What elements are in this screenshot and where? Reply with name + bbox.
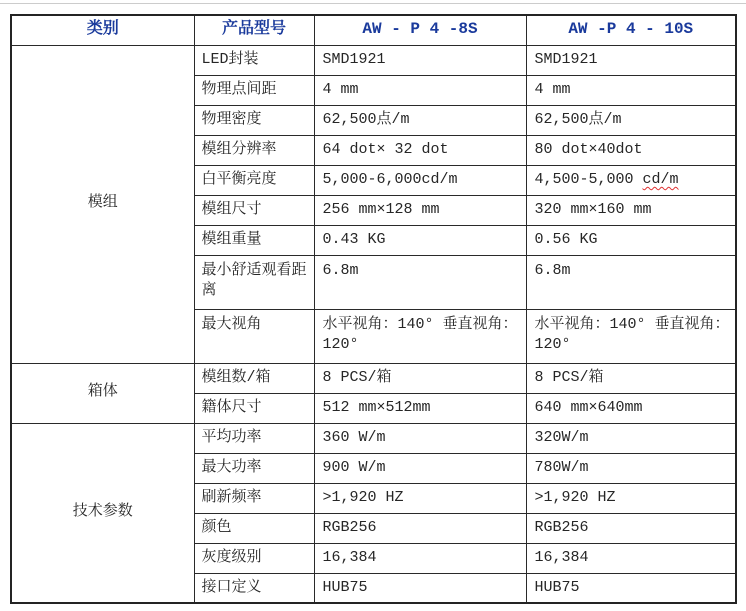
parameter-cell: 接口定义	[194, 573, 314, 603]
value-cell-model-2: SMD1921	[526, 45, 736, 75]
category-cell: 箱体	[11, 363, 194, 423]
parameter-cell: 刷新频率	[194, 483, 314, 513]
value-cell-model-1: 900 W/m	[314, 453, 526, 483]
value-cell-model-2: 6.8m	[526, 255, 736, 309]
header-cell-model-2: AW -P 4 - 10S	[526, 15, 736, 45]
value-cell-model-1: 6.8m	[314, 255, 526, 309]
value-cell-model-1: 水平视角：140° 垂直视角：120°	[314, 309, 526, 363]
header-cell-model-1: AW - P 4 -8S	[314, 15, 526, 45]
value-cell-model-1: >1,920 HZ	[314, 483, 526, 513]
value-cell-model-1: RGB256	[314, 513, 526, 543]
table-row	[11, 363, 736, 393]
value-cell-model-1: SMD1921	[314, 45, 526, 75]
header-cell-category: 类别	[11, 15, 194, 45]
value-cell-model-2: 水平视角：140° 垂直视角：120°	[526, 309, 736, 363]
table-header-row	[11, 15, 736, 45]
parameter-cell: 模组分辨率	[194, 135, 314, 165]
value-cell-model-1: 8 PCS/箱	[314, 363, 526, 393]
value-cell-model-2: 62,500点/m	[526, 105, 736, 135]
parameter-cell: 籍体尺寸	[194, 393, 314, 423]
value-cell-model-2: 0.56 KG	[526, 225, 736, 255]
value-cell-model-1: 16,384	[314, 543, 526, 573]
parameter-cell: 颜色	[194, 513, 314, 543]
value-cell-model-1: 360 W/m	[314, 423, 526, 453]
parameter-cell: 最小舒适观看距离	[194, 255, 314, 309]
value-cell-model-2: RGB256	[526, 513, 736, 543]
value-cell-model-2	[526, 165, 736, 195]
value-cell-model-2: 320W/m	[526, 423, 736, 453]
value-cell-model-2: 4 mm	[526, 75, 736, 105]
parameter-cell: LED封装	[194, 45, 314, 75]
spellcheck-underlined-text: cd/m	[642, 170, 679, 188]
parameter-cell: 模组数/箱	[194, 363, 314, 393]
table-row	[11, 45, 736, 75]
value-cell-model-2: >1,920 HZ	[526, 483, 736, 513]
top-rule-divider	[0, 3, 746, 4]
value-cell-model-1: 62,500点/m	[314, 105, 526, 135]
parameter-cell: 最大视角	[194, 309, 314, 363]
parameter-cell: 模组重量	[194, 225, 314, 255]
value-cell-model-2: 780W/m	[526, 453, 736, 483]
value-text: 4,500-5,000	[534, 170, 643, 188]
value-cell-model-1: 64 dot× 32 dot	[314, 135, 526, 165]
header-cell-product-model: 产品型号	[194, 15, 314, 45]
parameter-cell: 物理密度	[194, 105, 314, 135]
value-cell-model-1: 0.43 KG	[314, 225, 526, 255]
category-cell: 模组	[11, 45, 194, 363]
parameter-cell: 灰度级别	[194, 543, 314, 573]
value-cell-model-1: HUB75	[314, 573, 526, 603]
parameter-cell: 平均功率	[194, 423, 314, 453]
parameter-cell: 模组尺寸	[194, 195, 314, 225]
category-cell: 技术参数	[11, 423, 194, 603]
value-cell-model-2: 16,384	[526, 543, 736, 573]
parameter-cell: 白平衡亮度	[194, 165, 314, 195]
value-cell-model-2: 8 PCS/箱	[526, 363, 736, 393]
value-cell-model-1: 256 mm×128 mm	[314, 195, 526, 225]
spec-table	[10, 14, 737, 604]
value-cell-model-2: 640 mm×640mm	[526, 393, 736, 423]
value-cell-model-2: 320 mm×160 mm	[526, 195, 736, 225]
value-cell-model-1: 4 mm	[314, 75, 526, 105]
parameter-cell: 最大功率	[194, 453, 314, 483]
value-cell-model-2: 80 dot×40dot	[526, 135, 736, 165]
value-cell-model-2: HUB75	[526, 573, 736, 603]
spec-table-body	[11, 45, 736, 603]
value-cell-model-1: 512 mm×512mm	[314, 393, 526, 423]
table-row	[11, 423, 736, 453]
value-cell-model-1: 5,000-6,000cd/m	[314, 165, 526, 195]
parameter-cell: 物理点间距	[194, 75, 314, 105]
